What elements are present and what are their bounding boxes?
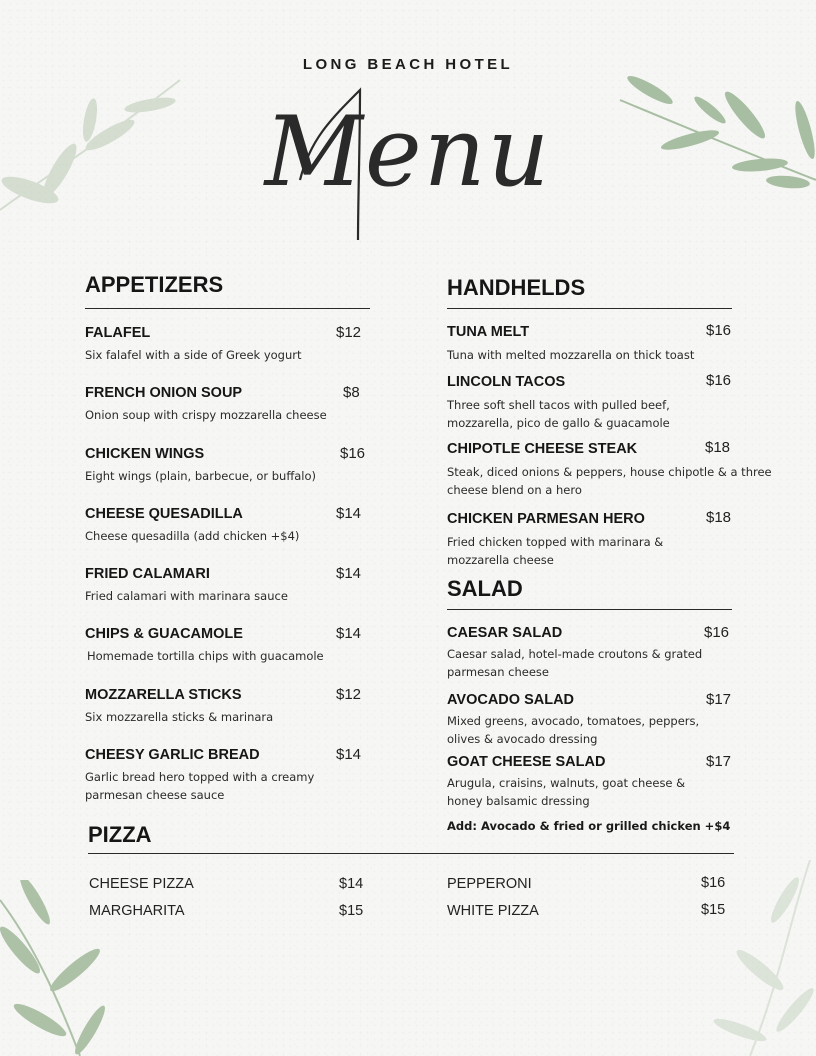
menu-item-description: Mixed greens, avocado, tomatoes, peppers, olives & avocado dressing [447,714,700,746]
salad-divider [447,609,732,610]
menu-script-title-text: Menu [264,96,552,208]
menu-item-description: Onion soup with crispy mozzarella cheese [85,408,327,422]
menu-item-name: TUNA MELT [447,324,530,340]
menu-item-price: $16 [340,445,366,462]
salad-title: SALAD [447,576,523,601]
menu-item-name: MOZZARELLA STICKS [85,687,242,703]
pizza-item-price: $14 [339,876,364,892]
menu-item-price: $16 [706,322,732,339]
menu-item-name: CHIPS & GUACAMOLE [85,626,243,642]
salad-addon-note: Add: Avocado & fried or grilled chicken +$4 [447,819,731,833]
menu-item-description: Garlic bread hero topped with a creamy parmesan cheese sauce [85,770,315,802]
handhelds-divider [447,308,732,309]
menu-item-name: FRIED CALAMARI [85,566,210,582]
menu-item-description: Fried chicken topped with marinara & mozzarella cheese [447,535,664,567]
menu-item-name: GOAT CHEESE SALAD [447,754,606,770]
menu-item-name: CHEESE QUESADILLA [85,506,243,522]
menu-item-description: Three soft shell tacos with pulled beef, mozzarella, pico de gallo & guacamole [447,398,670,430]
menu-item-name: CHICKEN PARMESAN HERO [447,511,645,527]
pizza-divider [88,853,734,854]
menu-item-name: CHEESY GARLIC BREAD [85,747,260,763]
menu-item-price: $12 [336,324,362,341]
menu-item-price: $8 [343,384,360,401]
menu-item-name: FALAFEL [85,325,151,341]
menu-script-title [0,80,816,250]
appetizers-title: APPETIZERS [85,272,224,297]
menu-item-description: Cheese quesadilla (add chicken +$4) [85,529,300,543]
menu-item-description: Six mozzarella sticks & marinara [85,710,274,724]
pizza-item-price: $15 [339,903,364,919]
menu-item-name: CAESAR SALAD [447,625,563,641]
menu-item-price: $12 [336,686,362,703]
menu-item-price: $16 [706,372,732,389]
menu-item-description: Arugula, craisins, walnuts, goat cheese & honey balsamic dressing [447,776,686,808]
hotel-name: LONG BEACH HOTEL [302,56,514,73]
menu-item-description: Fried calamari with marinara sauce [85,589,288,603]
pizza-item-price: $15 [701,902,726,918]
pizza-title: PIZZA [88,822,152,847]
pizza-item-name: MARGHARITA [89,903,185,919]
menu-item-name: CHIPOTLE CHEESE STEAK [447,441,638,457]
menu-item-name: FRENCH ONION SOUP [85,385,243,401]
menu-item-description: Homemade tortilla chips with guacamole [87,649,324,663]
menu-item-price: $14 [336,565,362,582]
menu-item-description: Tuna with melted mozzarella on thick toast [447,348,695,362]
menu-item-price: $18 [706,509,732,526]
menu-item-price: $17 [706,691,732,708]
menu-item-name: AVOCADO SALAD [447,692,575,708]
menu-item-price: $14 [336,625,362,642]
menu-item-name: CHICKEN WINGS [85,446,205,462]
menu-item-price: $14 [336,505,362,522]
menu-item-name: LINCOLN TACOS [447,374,566,390]
menu-item-description: Caesar salad, hotel-made croutons & grated parmesan cheese [447,647,703,679]
pizza-item-price: $16 [701,875,726,891]
pizza-item-name: WHITE PIZZA [447,903,539,919]
menu-item-price: $18 [705,439,731,456]
menu-item-description: Eight wings (plain, barbecue, or buffalo) [85,469,317,483]
menu-item-price: $17 [706,753,732,770]
pizza-item-name: PEPPERONI [447,876,532,892]
menu-item-price: $16 [704,624,730,641]
menu-item-price: $14 [336,746,362,763]
menu-item-description: Six falafel with a side of Greek yogurt [85,348,302,362]
pizza-item-name: CHEESE PIZZA [89,876,194,892]
menu-item-description: Steak, diced onions & peppers, house chipotle & a three cheese blend on a hero [447,465,772,497]
appetizers-divider [85,308,370,309]
handhelds-title: HANDHELDS [447,275,586,300]
